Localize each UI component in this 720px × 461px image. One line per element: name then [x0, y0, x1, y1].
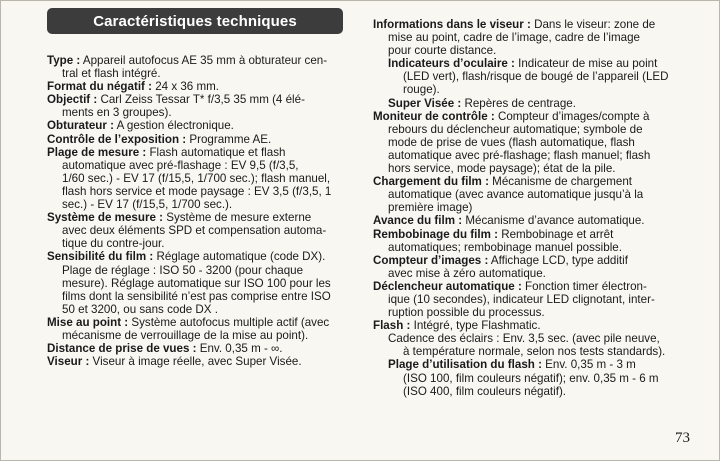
spec-text: Repères de centrage.	[461, 96, 576, 110]
spec-text: pour courte distance.	[388, 44, 497, 58]
spec-text: 50 et 3200, ou sans code DX .	[62, 302, 218, 316]
spec-text: tral et flash intégré.	[62, 67, 161, 81]
spec-text: Flash automatique et flash	[146, 145, 286, 159]
spec-text: Affichage LCD, type additif	[488, 253, 628, 267]
spec-entry	[47, 54, 347, 80]
spec-label: Sensibilité du film :	[47, 250, 154, 264]
spec-label: Obturateur :	[47, 119, 114, 133]
spec-entry	[373, 228, 673, 254]
spec-text: Mécanisme de chargement	[488, 175, 633, 189]
spec-label: Moniteur de contrôle :	[373, 109, 495, 123]
spec-label: Indicateurs d’oculaire :	[388, 57, 515, 71]
spec-text: automatiques; rembobinage manuel possible.	[388, 240, 622, 254]
spec-text: sec.) - EV 17 (f/15,5, 1/700 sec.).	[62, 198, 233, 212]
spec-entry	[373, 280, 673, 319]
spec-entry	[47, 119, 347, 132]
spec-entry	[373, 57, 673, 96]
spec-text: Viseur à image réelle, avec Super Visée.	[89, 355, 302, 369]
spec-text: avec deux éléments SPD et compensation automa-	[62, 224, 327, 238]
spec-entry	[47, 93, 347, 119]
spec-text: Programme AE.	[186, 132, 272, 146]
spec-text: Appareil autofocus AE 35 mm à obturateur cen-	[80, 54, 328, 67]
spec-text: Intégré, type Flashmatic.	[410, 319, 541, 333]
spec-text: Dans le viseur: zone de	[530, 18, 656, 31]
spec-entry	[373, 110, 673, 175]
spec-entry	[373, 358, 673, 397]
page-number: 73	[675, 430, 690, 446]
spec-label: Rembobinage du film :	[373, 227, 498, 241]
spec-entry	[373, 18, 673, 57]
spec-text: mise au point, cadre de l’image, cadre de l’image	[388, 31, 640, 45]
spec-label: Avance du film :	[373, 214, 463, 228]
spec-text: Carl Zeiss Tessar T* f/3,5 35 mm (4 élé-	[97, 93, 305, 107]
spec-label: Contrôle de l’exposition :	[47, 132, 187, 146]
spec-label: Informations dans le viseur :	[373, 18, 531, 31]
spec-text: hors service, mode paysage); état de la pile.	[388, 162, 616, 176]
spec-label: Déclencheur automatique :	[373, 279, 522, 293]
spec-text: automatique avec pré-flashage : EV 9,5 (f/3,5,	[62, 158, 299, 172]
spec-label: Compteur d’images :	[373, 253, 489, 267]
spec-entry	[47, 146, 347, 211]
spec-label: Plage d’utilisation du flash :	[388, 358, 542, 372]
spec-label: Viseur :	[47, 355, 90, 369]
spec-text: Réglage automatique (code DX).	[153, 250, 326, 264]
spec-text: automatique avec pré-flashage; flash manuel; flash	[388, 148, 651, 162]
spec-text: Mécanisme d’avance automatique.	[462, 214, 645, 228]
spec-entry	[373, 214, 673, 227]
spec-text: mesure). Réglage automatique sur ISO 100 pour les	[62, 276, 331, 290]
spec-text: A gestion électronique.	[114, 119, 234, 133]
specs-column-right	[373, 18, 673, 398]
spec-text: Env. 0,35 m - 3 m	[541, 358, 636, 372]
spec-label: Type :	[47, 54, 81, 67]
spec-text: Cadence des éclairs : Env. 3,5 sec. (avec pile neuve,	[388, 332, 660, 346]
spec-label: Mise au point :	[47, 315, 129, 329]
spec-text: première image)	[388, 201, 473, 215]
spec-text: (ISO 100, film couleurs négatif); env. 0,35 m - 6 m	[403, 371, 659, 385]
spec-entry	[47, 342, 347, 355]
spec-text: Env. 0,35 m - ∞.	[196, 342, 283, 356]
spec-label: Format du négatif :	[47, 80, 152, 94]
spec-entry	[47, 316, 347, 342]
section-title: Caractéristiques techniques	[47, 8, 343, 34]
spec-text: Rembobinage et arrêt	[497, 227, 614, 241]
spec-text: Fonction timer électron-	[521, 279, 647, 293]
spec-label: Plage de mesure :	[47, 145, 147, 159]
spec-text: ments en 3 groupes).	[62, 106, 172, 120]
spec-text: 24 x 36 mm.	[151, 80, 219, 94]
spec-label: Chargement du film :	[373, 175, 489, 189]
spec-text: films dont la sensibilité n’est pas comprise entre ISO	[62, 289, 331, 303]
spec-entry	[373, 319, 673, 332]
spec-text: Système de mesure externe	[163, 211, 312, 225]
spec-text: à température normale, selon nos tests standards).	[403, 345, 666, 359]
spec-entry	[373, 97, 673, 110]
spec-entry	[373, 254, 673, 280]
spec-text: Compteur d’images/compte à	[494, 109, 650, 123]
spec-label: Objectif :	[47, 93, 98, 107]
spec-label: Système de mesure :	[47, 211, 163, 225]
spec-text: Indicateur de mise au point	[514, 57, 658, 71]
spec-label: Super Visée :	[388, 96, 462, 110]
spec-entry	[47, 80, 347, 93]
spec-entry	[47, 250, 347, 315]
spec-text: mécanisme de verrouillage de la mise au point).	[62, 328, 309, 342]
spec-text: Système autofocus multiple actif (avec	[128, 315, 330, 329]
spec-text: Plage de réglage : ISO 50 - 3200 (pour chaque	[62, 263, 304, 277]
spec-text: avec mise à zéro automatique.	[388, 266, 546, 280]
spec-entry	[47, 355, 347, 368]
specs-column-left	[47, 54, 347, 368]
spec-text: flash hors service et mode paysage : EV 3,5 (f/3,5, 1	[62, 184, 332, 198]
spec-text: rebours du déclencheur automatique; symbole de	[388, 122, 643, 136]
spec-text: 1/60 sec.) - EV 17 (f/15,5, 1/700 sec.); flash manuel,	[62, 171, 331, 185]
spec-entry	[373, 175, 673, 214]
spec-text: (ISO 400, film couleurs négatif).	[403, 384, 567, 398]
spec-text: tique du contre-jour.	[62, 237, 165, 251]
spec-text: ruption possible du processus.	[388, 306, 545, 320]
spec-entry	[47, 211, 347, 250]
spec-label: Distance de prise de vues :	[47, 342, 197, 356]
spec-text: automatique (avec avance automatique jusqu’à la	[388, 188, 644, 202]
spec-label: Flash :	[373, 319, 411, 333]
spec-entry	[47, 133, 347, 146]
spec-text: rouge).	[403, 83, 440, 97]
spec-entry	[373, 332, 673, 358]
spec-text: ique (10 secondes), indicateur LED clignotant, inter-	[388, 292, 655, 306]
spec-text: mode de prise de vues (flash automatique, flash	[388, 135, 635, 149]
spec-text: (LED vert), flash/risque de bougé de l’appareil (LED	[403, 70, 669, 84]
